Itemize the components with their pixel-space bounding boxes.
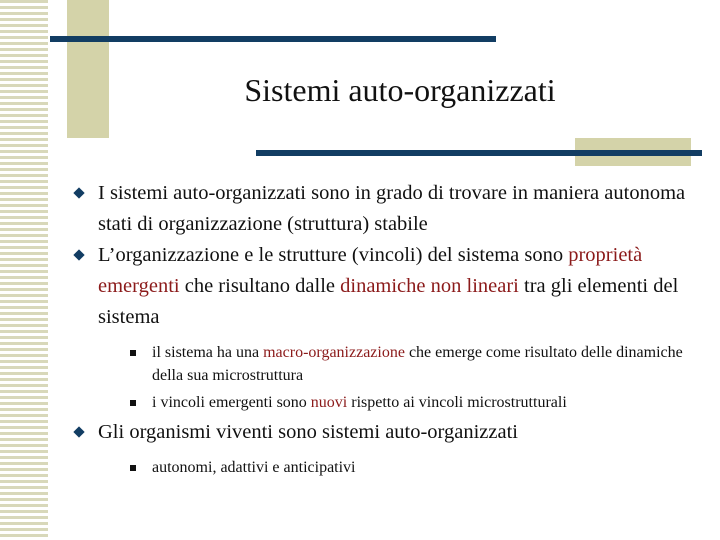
square-bullet-icon [130,465,136,471]
sub-bullet-2-1-part1: il sistema ha una [152,344,264,361]
bullet-2-emphasis-2: dinamiche non lineari [340,275,519,297]
bullet-1-text: I sistemi auto-organizzati sono in grado di trovare in maniera autonoma stati di organizzazione (struttura) stabile [98,182,686,235]
bullet-3 [75,417,705,448]
diamond-bullet-icon [73,426,84,437]
left-stripe-decoration [0,0,50,540]
sub-bullet-2-1 [130,341,705,387]
bullet-2-emphasis-1: proprietà emergenti [98,244,643,297]
bullet-2-text-part2: che risultano dalle [179,275,341,297]
sub-bullet-2-2-part2: rispetto ai vincoli microstrutturali [347,394,567,411]
diamond-bullet-icon [73,187,84,198]
bullet-2-text-part1: L’organizzazione e le strutture (vincoli) del sistema sono [98,244,569,266]
title-bar-top [50,36,496,42]
bullet-1 [75,178,705,240]
bullet-3-text: Gli organismi viventi sono sistemi auto-organizzati [98,421,518,443]
square-bullet-icon [130,400,136,406]
sub-bullet-2-1-emphasis: macro-organizzazione [263,344,405,361]
slide-title: Sistemi auto-organizzati [244,72,556,108]
bullet-2-text-part3: tra gli elementi del sistema [98,275,679,328]
diamond-bullet-icon [73,249,84,260]
sub-bullet-2-2-emphasis: nuovi [310,394,348,411]
bullet-2 [75,240,705,333]
sub-bullet-2-1-part2: che emerge come risultato delle dinamiche della sua microstruttura [152,344,683,384]
square-bullet-icon [130,350,136,356]
sub-bullet-2-2-part1: i vincoli emergenti sono [152,394,311,411]
sub-bullet-2-2 [130,391,705,414]
tan-block-top [67,0,109,138]
sub-bullet-3-1-text: autonomi, adattivi e anticipativi [152,459,356,476]
slide-content [75,178,705,479]
title-bar-bottom [256,150,702,156]
sub-bullet-3-1 [130,456,705,479]
